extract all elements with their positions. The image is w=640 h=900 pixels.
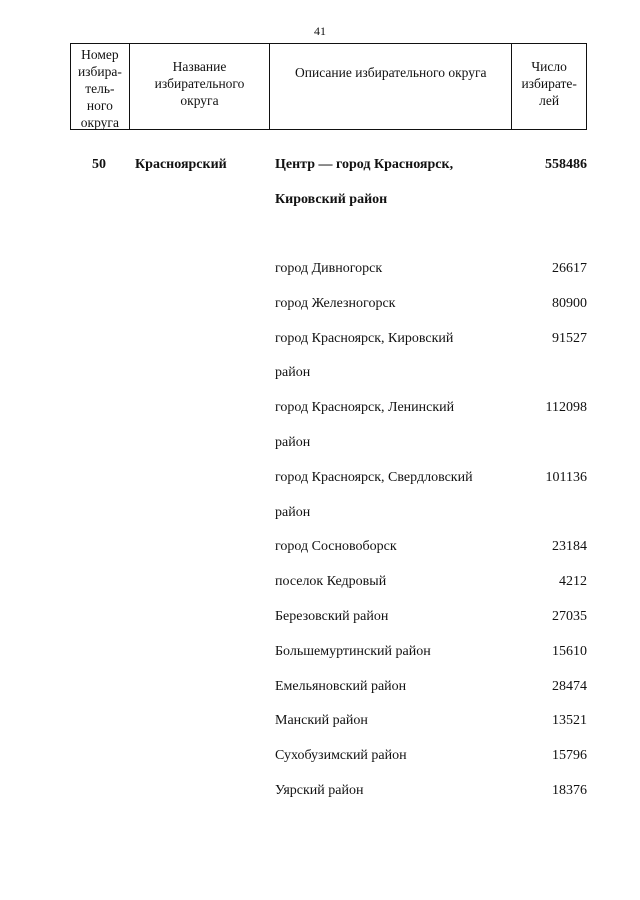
unit-voters: 13521 <box>552 713 587 729</box>
unit-name: Березовский район <box>275 608 389 624</box>
list-item <box>275 565 587 600</box>
header-district-number: Номер избира- тель- ного округа <box>71 44 130 129</box>
unit-name: город Красноярск, Кировский район <box>275 330 454 381</box>
list-item <box>275 391 587 461</box>
unit-voters: 23184 <box>552 539 587 555</box>
list-item <box>275 461 587 531</box>
unit-voters: 15796 <box>552 748 587 764</box>
district-name: Красноярский <box>135 157 227 172</box>
list-item <box>275 670 587 705</box>
unit-name: Сухобузимский район <box>275 748 407 764</box>
unit-name: город Красноярск, Свердловский район <box>275 469 473 520</box>
list-item <box>275 322 587 392</box>
list-item <box>275 530 587 565</box>
header-district-name: Название избирательного округа <box>130 44 270 129</box>
unit-voters: 91527 <box>552 330 587 346</box>
list-item <box>275 252 587 287</box>
page-number: 41 <box>314 24 326 38</box>
list-item <box>275 704 587 739</box>
unit-voters: 18376 <box>552 782 587 798</box>
unit-voters: 15610 <box>552 643 587 659</box>
unit-list <box>275 252 587 809</box>
unit-voters: 26617 <box>552 261 587 276</box>
unit-voters: 112098 <box>545 400 587 416</box>
list-item <box>275 287 587 322</box>
unit-voters: 80900 <box>552 295 587 311</box>
list-item <box>275 774 587 809</box>
unit-name: Емельяновский район <box>275 678 407 694</box>
header-district-description: Описание избирательного округа <box>270 44 512 129</box>
unit-voters: 28474 <box>552 678 587 694</box>
unit-name: Большемуртинский район <box>275 643 431 659</box>
unit-name: Манский район <box>275 713 368 729</box>
list-item <box>275 635 587 670</box>
unit-voters: 101136 <box>545 469 587 485</box>
list-item <box>275 739 587 774</box>
unit-name: поселок Кедровый <box>275 574 387 590</box>
header-voter-count: Число избирате- лей <box>521 59 577 108</box>
unit-name: город Сосновоборск <box>275 539 397 555</box>
unit-voters: 4212 <box>559 574 587 590</box>
district-center: Центр — город Красноярск, Кировский район <box>275 157 454 207</box>
unit-name: город Красноярск, Ленинский район <box>275 400 455 450</box>
district-number: 50 <box>92 157 106 172</box>
table-header <box>70 43 587 130</box>
list-item <box>275 600 587 635</box>
unit-voters: 27035 <box>552 608 587 624</box>
unit-name: город Дивногорск <box>275 261 383 276</box>
unit-name: Уярский район <box>275 782 364 798</box>
unit-name: город Железногорск <box>275 295 396 311</box>
district-total-voters: 558486 <box>545 157 587 172</box>
